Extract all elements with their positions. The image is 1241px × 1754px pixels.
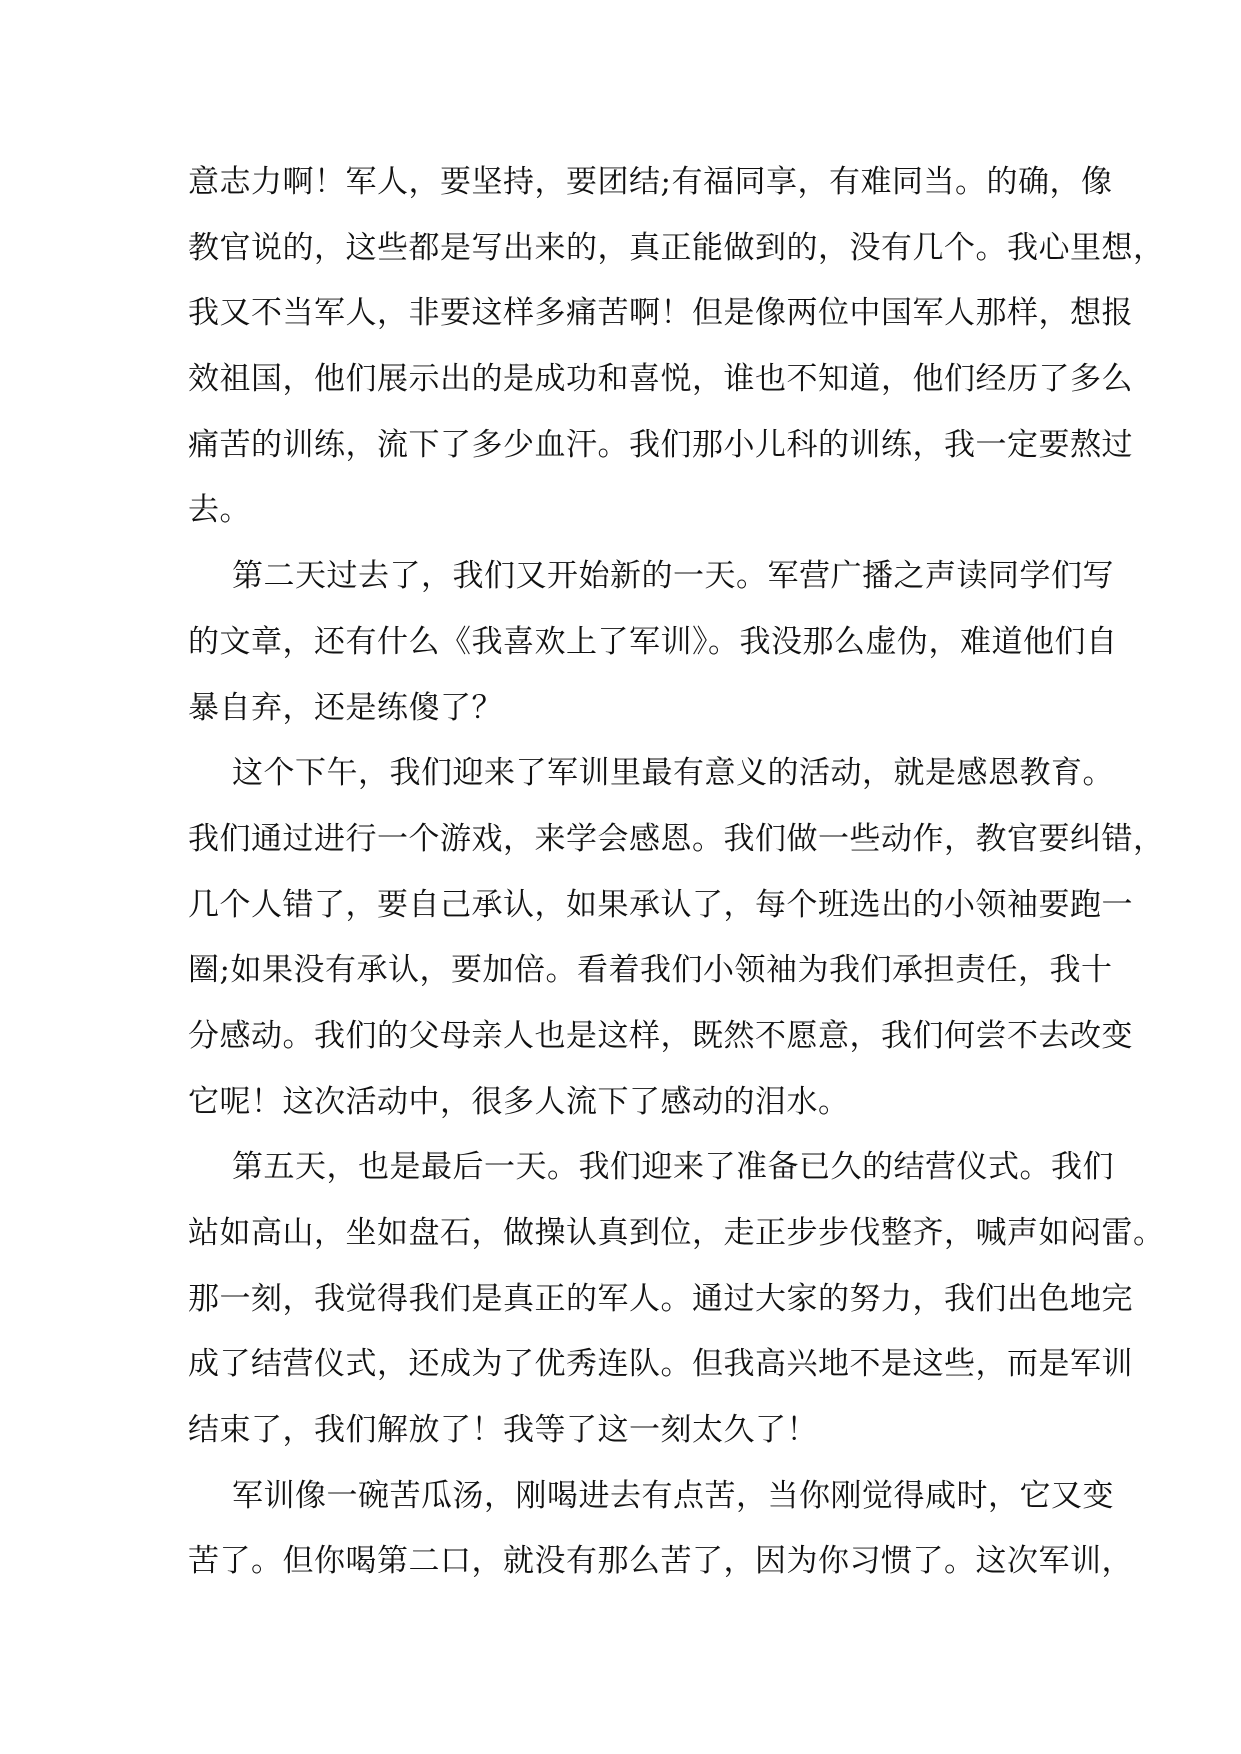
paragraph-line: 我又不当军人，非要这样多痛苦啊！但是像两位中国军人那样，想报 — [188, 295, 1133, 332]
paragraph-line: 成了结营仪式，还成为了优秀连队。但我高兴地不是这些，而是军训 — [188, 1346, 1133, 1383]
paragraph-line: 第二天过去了，我们又开始新的一天。军营广播之声读同学们写 — [232, 558, 1114, 595]
paragraph-line: 军训像一碗苦瓜汤，刚喝进去有点苦，当你刚觉得咸时，它又变 — [232, 1477, 1114, 1514]
paragraph-line: 分感动。我们的父母亲人也是这样，既然不愿意，我们何尝不去改变 — [188, 1017, 1133, 1054]
paragraph-line: 我们通过进行一个游戏，来学会感恩。我们做一些动作，教官要纠错， — [188, 820, 1165, 857]
paragraph-line: 痛苦的训练，流下了多少血汗。我们那小儿科的训练，我一定要熬过 — [188, 426, 1133, 463]
paragraph-line: 那一刻，我觉得我们是真正的军人。通过大家的努力，我们出色地完 — [188, 1280, 1133, 1317]
paragraph-4 — [188, 1135, 1165, 1463]
paragraph-line: 站如高山，坐如盘石，做操认真到位，走正步步伐整齐，喊声如闷雷。 — [188, 1215, 1165, 1251]
paragraph-line: 第五天，也是最后一天。我们迎来了准备已久的结营仪式。我们 — [232, 1149, 1114, 1186]
paragraph-1 — [188, 150, 1165, 544]
paragraph-line: 效祖国，他们展示出的是成功和喜悦，谁也不知道，他们经历了多么 — [188, 361, 1133, 398]
paragraph-line: 它呢！这次活动中，很多人流下了感动的泪水。 — [188, 1083, 850, 1120]
paragraph-line: 教官说的，这些都是写出来的，真正能做到的，没有几个。我心里想， — [188, 229, 1165, 266]
document-body — [188, 150, 1165, 1595]
paragraph-line: 圈;如果没有承认，要加倍。看着我们小领袖为我们承担责任，我十 — [188, 952, 1113, 989]
paragraph-line: 暴自弃，还是练傻了？ — [188, 689, 503, 726]
paragraph-line: 这个下午，我们迎来了军训里最有意义的活动，就是感恩教育。 — [232, 755, 1114, 792]
paragraph-line: 的文章，还有什么《我喜欢上了军训》。我没那么虚伪，难道他们自 — [188, 623, 1118, 660]
paragraph-line: 去。 — [188, 492, 251, 529]
paragraph-line: 结束了，我们解放了！我等了这一刻太久了！ — [188, 1412, 818, 1449]
paragraph-line: 苦了。但你喝第二口，就没有那么苦了，因为你习惯了。这次军训， — [188, 1543, 1133, 1580]
paragraph-line: 意志力啊！军人，要坚持，要团结;有福同享，有难同当。的确，像 — [188, 164, 1113, 200]
paragraph-2 — [188, 544, 1118, 741]
paragraph-5 — [188, 1464, 1133, 1595]
paragraph-line: 几个人错了，要自己承认，如果承认了，每个班选出的小领袖要跑一 — [188, 886, 1133, 923]
paragraph-3 — [188, 741, 1165, 1135]
